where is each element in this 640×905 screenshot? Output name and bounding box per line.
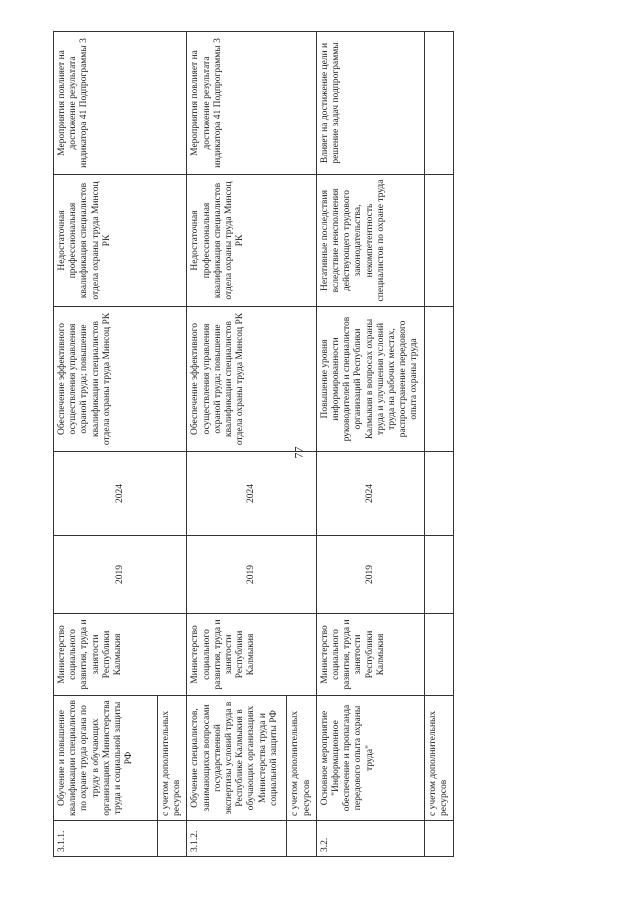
table-row [54,32,158,857]
page-number: 77 [291,446,306,459]
measure-name: Обучение и повышение квалификации специалистов по охране труда органа по труду в обучающих организациях Министерства труда и социальной защиты РФ [54,696,158,821]
resources-note: с учетом дополнительных ресурсов [158,696,187,821]
rotated-table-container [53,32,449,857]
table-row [424,32,453,857]
indicator-link: Влияет на достижение цели и решение задач подпрограммы [316,32,424,175]
indicator-link: Мероприятия повлияет на достижение результата индикатора 41 Подпрограммы 3 [187,32,316,175]
resources-note: с учетом дополнительных ресурсов [424,696,453,821]
table-row [316,32,424,857]
end-year: 2024 [54,452,187,536]
resources-note: с учетом дополнительных ресурсов [287,696,316,821]
indicator-link: Мероприятия повлияет на достижение результата индикатора 41 Подпрограммы 3 [54,32,187,175]
expected-result: Повышение уровня информированности руководителей и специалистов организаций Республики Калмыкия в вопросах охраны труда и улучшения условий труда на рабочих местах, распространение передового опыта охраны труда [316,307,424,452]
table-row [187,32,287,857]
start-year: 2019 [187,536,316,614]
executor: Министерство социального развития, труда и занятости Республики Калмыкия [187,614,316,696]
row-number: 3.1.1. [54,821,158,857]
executor: Министерство социального развития, труда и занятости Республики Калмыкия [54,614,187,696]
expected-result: Обеспечение эффективного осуществления управления охраной труда; повышение квалификации специалистов отдела охраны труда Минсоц РК [54,307,187,452]
measure-name: Обучение специалистов, занимающихся вопросами государственной экспертизы условий труда в Республике Калмыкия в обучающих организациях Министерства труда и социальной защиты РФ [187,696,287,821]
expected-result: Обеспечение эффективного осуществления управления охраной труда; повышение квалификации специалистов отдела охраны труда Минсоц РК [187,307,316,452]
consequences: Недостаточная профессиональная квалификация специалистов отдела охраны труда Минсоц РК [187,175,316,307]
measure-name: Основное мероприятие "Информационное обеспечение и пропаганда передового опыта охраны труда" [316,696,424,821]
start-year: 2019 [316,536,424,614]
start-year: 2019 [54,536,187,614]
row-number: 3.1.2. [187,821,287,857]
consequences: Негативные последствия вследствие неисполнения действующего трудового законодательства, некомпетентность специалистов по охране труда [316,175,424,307]
end-year: 2024 [316,452,424,536]
measures-table [53,31,454,857]
executor: Министерство социального развития, труда и занятости Республики Калмыкия [316,614,424,696]
end-year: 2024 [187,452,316,536]
consequences: Недостаточная профессиональная квалификация специалистов отдела охраны труда Минсоц РК [54,175,187,307]
row-number: 3.2. [316,821,424,857]
